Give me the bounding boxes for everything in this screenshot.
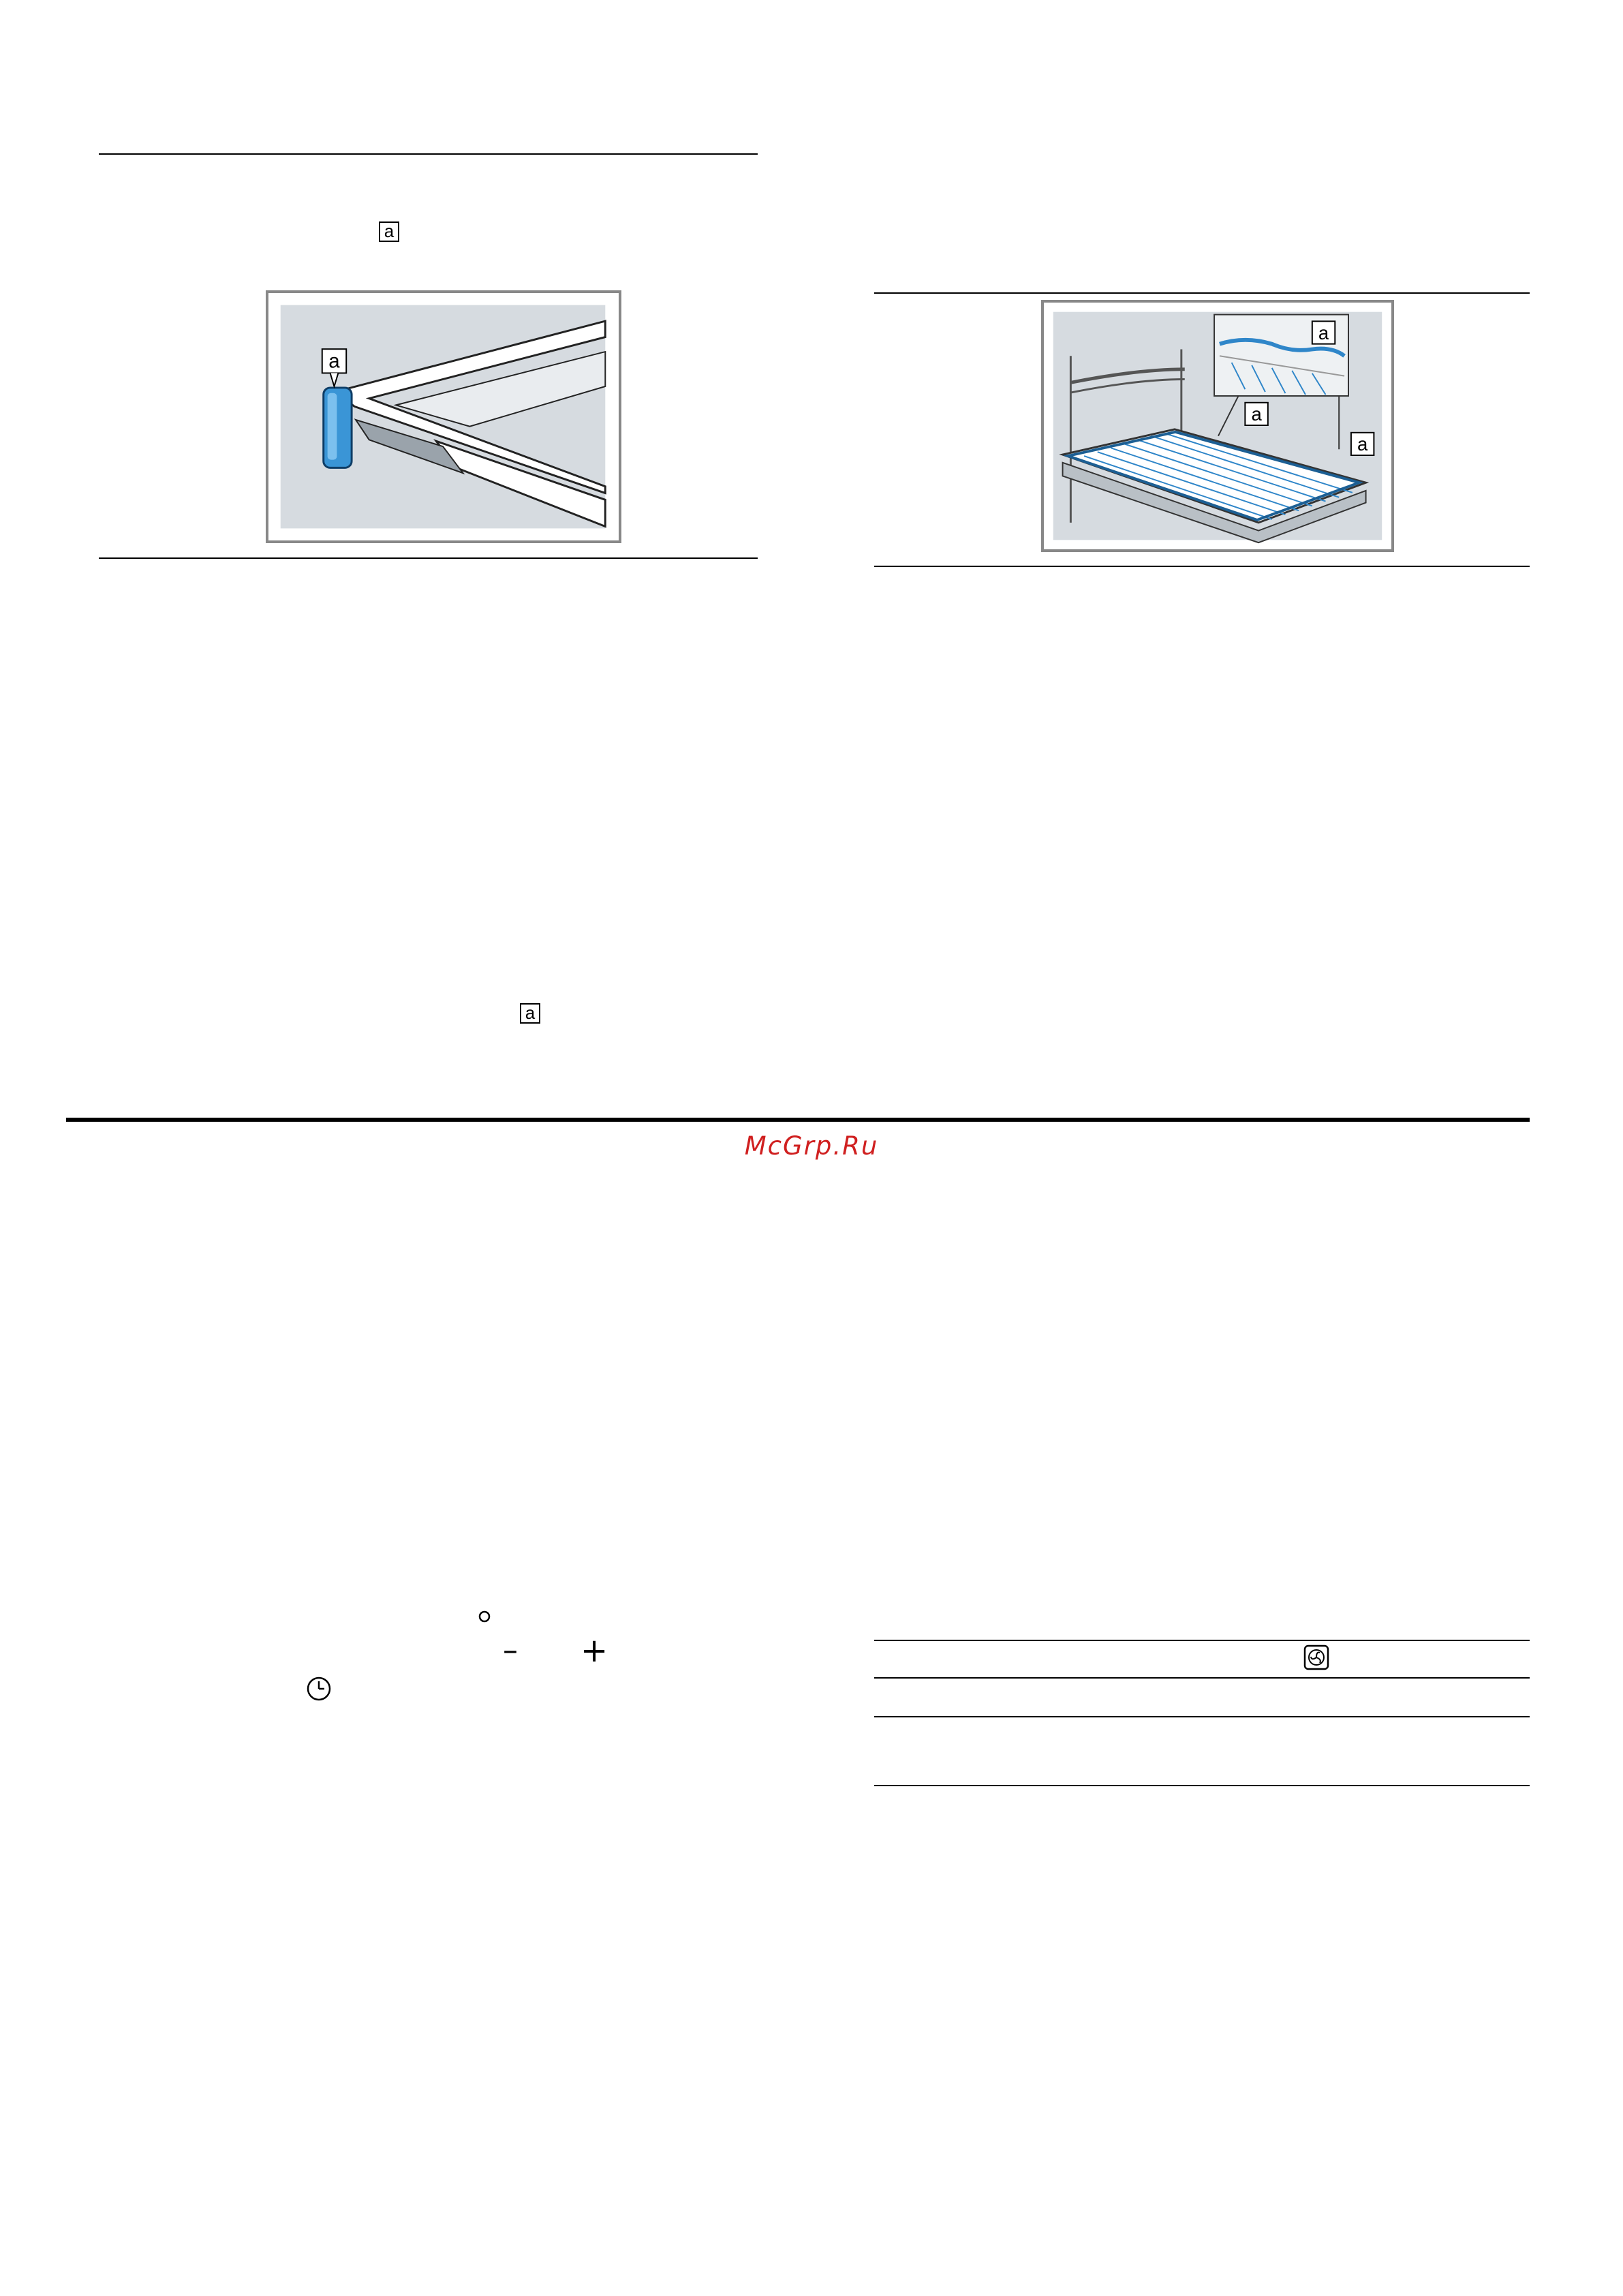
callout-a-middle: a xyxy=(1251,403,1262,425)
divider-figure-right-bottom xyxy=(874,566,1530,567)
minus-symbol: – xyxy=(503,1633,518,1668)
callout-a-text: a xyxy=(328,350,340,373)
callout-a-inset: a xyxy=(1318,322,1329,343)
divider-figure-left-bottom xyxy=(99,557,758,559)
section-separator xyxy=(66,1118,1530,1122)
hot-air-icon xyxy=(1303,1644,1329,1670)
figure-shelf-stop xyxy=(266,290,621,543)
table-rule-3 xyxy=(874,1716,1530,1717)
reference-label-a-2: a xyxy=(520,1003,540,1024)
degree-icon xyxy=(478,1610,491,1623)
watermark: McGrp.Ru xyxy=(744,1131,879,1161)
figure-wire-rack-tray xyxy=(1041,300,1394,552)
reference-label-a: a xyxy=(379,221,399,242)
table-rule-1 xyxy=(874,1640,1530,1641)
table-rule-2 xyxy=(874,1677,1530,1679)
wire-rack-illustration xyxy=(1044,303,1391,549)
clock-icon xyxy=(305,1675,333,1702)
callout-a-right: a xyxy=(1357,433,1368,455)
divider-figure-right-top xyxy=(874,292,1530,294)
plus-symbol: + xyxy=(581,1632,608,1670)
divider-top-left xyxy=(99,153,758,155)
shelf-stop-illustration xyxy=(268,293,619,540)
table-rule-4 xyxy=(874,1785,1530,1786)
